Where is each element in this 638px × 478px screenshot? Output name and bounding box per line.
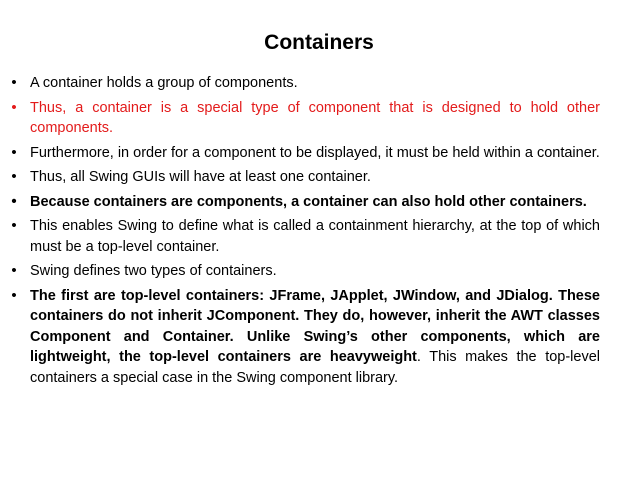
bullet-icon: • <box>11 74 17 91</box>
bullet-text: This enables Swing to define what is called a containment hierarchy, at the top of which must be a top-level container. <box>30 218 600 255</box>
bullet-item <box>7 167 600 188</box>
slide-title: Containers <box>264 31 374 54</box>
bullet-icon: • <box>11 286 17 304</box>
bullet-text: Thus, all Swing GUIs will have at least one container. <box>30 169 371 185</box>
bullet-item <box>7 261 600 282</box>
bullet-icon: • <box>11 98 17 116</box>
bullet-item <box>7 216 600 257</box>
bullet-text: Swing defines two types of containers. <box>30 263 277 279</box>
bullet-text: Thus, a container is a special type of component that is designed to hold other components. <box>30 99 600 136</box>
bullet-text-normal: . This makes the top-level containers a special case in the Swing component library. <box>30 349 600 386</box>
bullet-list <box>7 73 600 392</box>
bullet-icon: • <box>11 168 17 185</box>
bullet-text: Because containers are components, a container can also hold other containers. <box>30 193 587 210</box>
bullet-text: Furthermore, in order for a component to be displayed, it must be held within a container. <box>30 144 600 161</box>
bullet-icon: • <box>11 192 17 210</box>
bullet-icon: • <box>11 262 17 279</box>
bullet-item-bold <box>7 192 600 213</box>
bullet-item <box>7 143 600 164</box>
bullet-item <box>7 73 600 94</box>
bullet-text-bold: The first are top-level containers: JFrame, JApplet, JWindow, and JDialog. These containers do not inherit JComponent. They do, however, inherit the AWT classes Component and Container. Unlike Swing’s other components, which are lightweight, the top-level containers are heavyweight <box>30 287 600 365</box>
bullet-icon: • <box>11 143 17 161</box>
bullet-text: A container holds a group of components. <box>30 75 298 91</box>
bullet-item-mixed <box>7 286 600 389</box>
bullet-item-highlighted <box>7 98 600 139</box>
bullet-icon: • <box>11 217 17 234</box>
